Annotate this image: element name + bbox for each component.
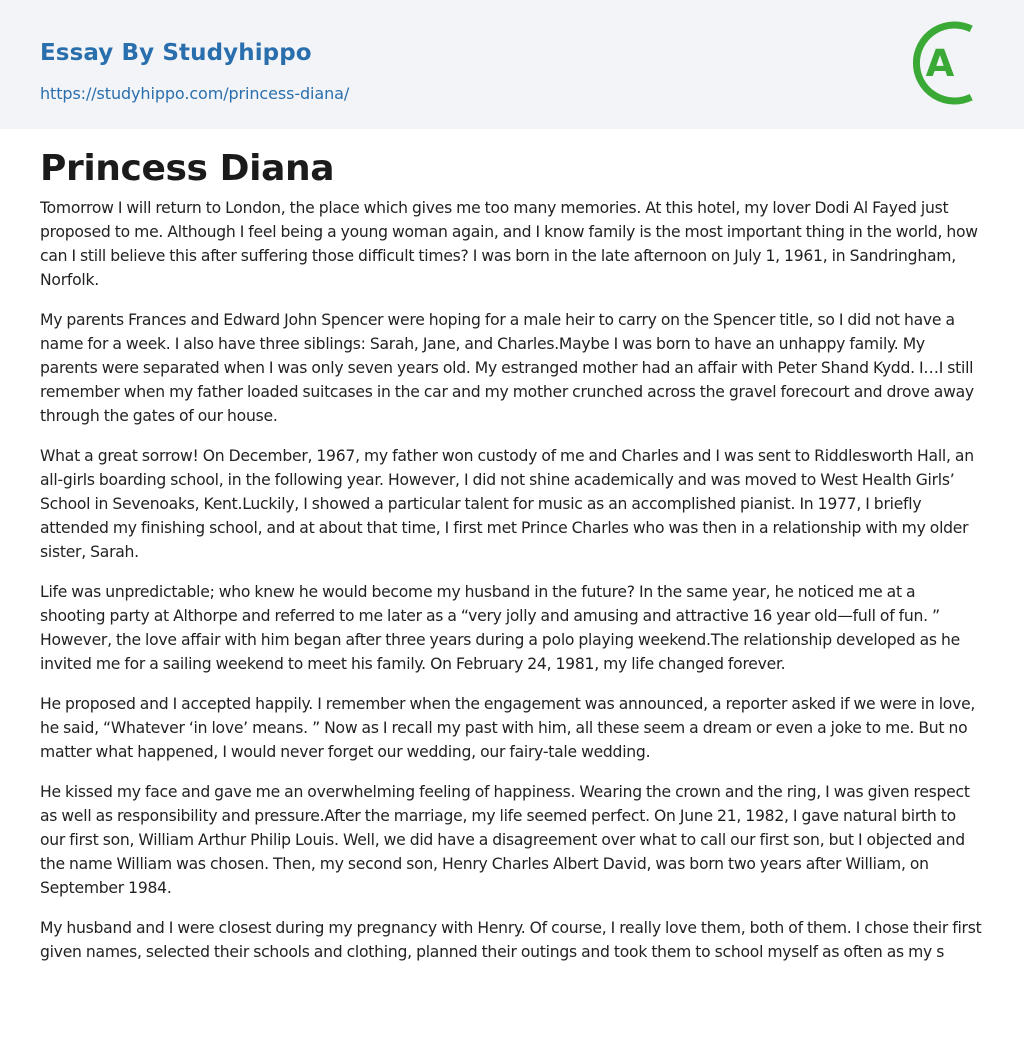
essay-paragraph-5: He proposed and I accepted happily. I remember when the engagement was announced, a reporter asked if we were in love, he said, “Whatever ‘in love’ means. ” Now as I recall my past with him, all these seem a dream or even a joke to me. But no matter what happened, I would never forget our wedding, our fairy-tale wedding. xyxy=(40,695,976,762)
essay-paragraph-6: He kissed my face and gave me an overwhelming feeling of happiness. Wearing the crown and the ring, I was given respect as well as responsibility and pressure.After the marriage, my life seemed perfect. On June 21, 1982, I gave natural birth to our first son, William Arthur Philip Louis. Well, we did have a disagreement over what to call our first son, but I objected and the name William was chosen. Then, my second son, Henry Charles Albert David, was born two years after William, on September 1984. xyxy=(40,783,970,898)
essay-paragraph-4: Life was unpredictable; who knew he would become my husband in the future? In the same year, he noticed me at a shooting party at Althorpe and referred to me later as a “very jolly and amusing and attractive 16 year old—full of fun. ” However, the love affair with him began after three years during a polo playing weekend.The relationship developed as he invited me for a sailing weekend to meet his family. On February 24, 1981, my life changed forever. xyxy=(40,583,960,674)
site-brand: Essay By Studyhippo xyxy=(40,40,312,66)
site-header xyxy=(0,0,1024,129)
essay-paragraph-3: What a great sorrow! On December, 1967, my father won custody of me and Charles and I was sent to Riddlesworth Hall, an all-girls boarding school, in the following year. However, I did not shine academically and was moved to West Health Girls’ School in Sevenoaks, Kent.Luckily, I showed a particular talent for music as an accomplished pianist. In 1977, I briefly attended my finishing school, and at about that time, I first met Prince Charles who was then in a relationship with my older sister, Sarah. xyxy=(40,447,974,562)
essay-url-link[interactable]: https://studyhippo.com/princess-diana/ xyxy=(40,84,350,103)
essay-title: Princess Diana xyxy=(40,148,335,189)
logo-letter: A xyxy=(925,42,955,85)
essay-paragraph-7: My husband and I were closest during my pregnancy with Henry. Of course, I really love them, both of them. I chose their first given names, selected their schools and clothing, planned their outings and took them to school myself as often as my s xyxy=(40,919,982,962)
essay-paragraph-2: My parents Frances and Edward John Spencer were hoping for a male heir to carry on the Spencer title, so I did not have a name for a week. I also have three siblings: Sarah, Jane, and Charles.Maybe I was born to have an unhappy family. My parents were separated when I was only seven years old. My estranged mother had an affair with Peter Shand Kydd. I…I still remember when my father loaded suitcases in the car and my mother crunched across the gravel forecourt and drove away through the gates of our house. xyxy=(40,311,974,426)
essay-paragraph-1: Tomorrow I will return to London, the place which gives me too many memories. At this hotel, my lover Dodi Al Fayed just proposed to me. Although I feel being a young woman again, and I know family is the most important thing in the world, how can I still believe this after suffering those difficult times? I was born in the late afternoon on July 1, 1961, in Sandringham, Norfolk. xyxy=(40,199,978,290)
studyhippo-logo-icon[interactable] xyxy=(908,18,988,108)
essay-content xyxy=(0,129,1024,964)
